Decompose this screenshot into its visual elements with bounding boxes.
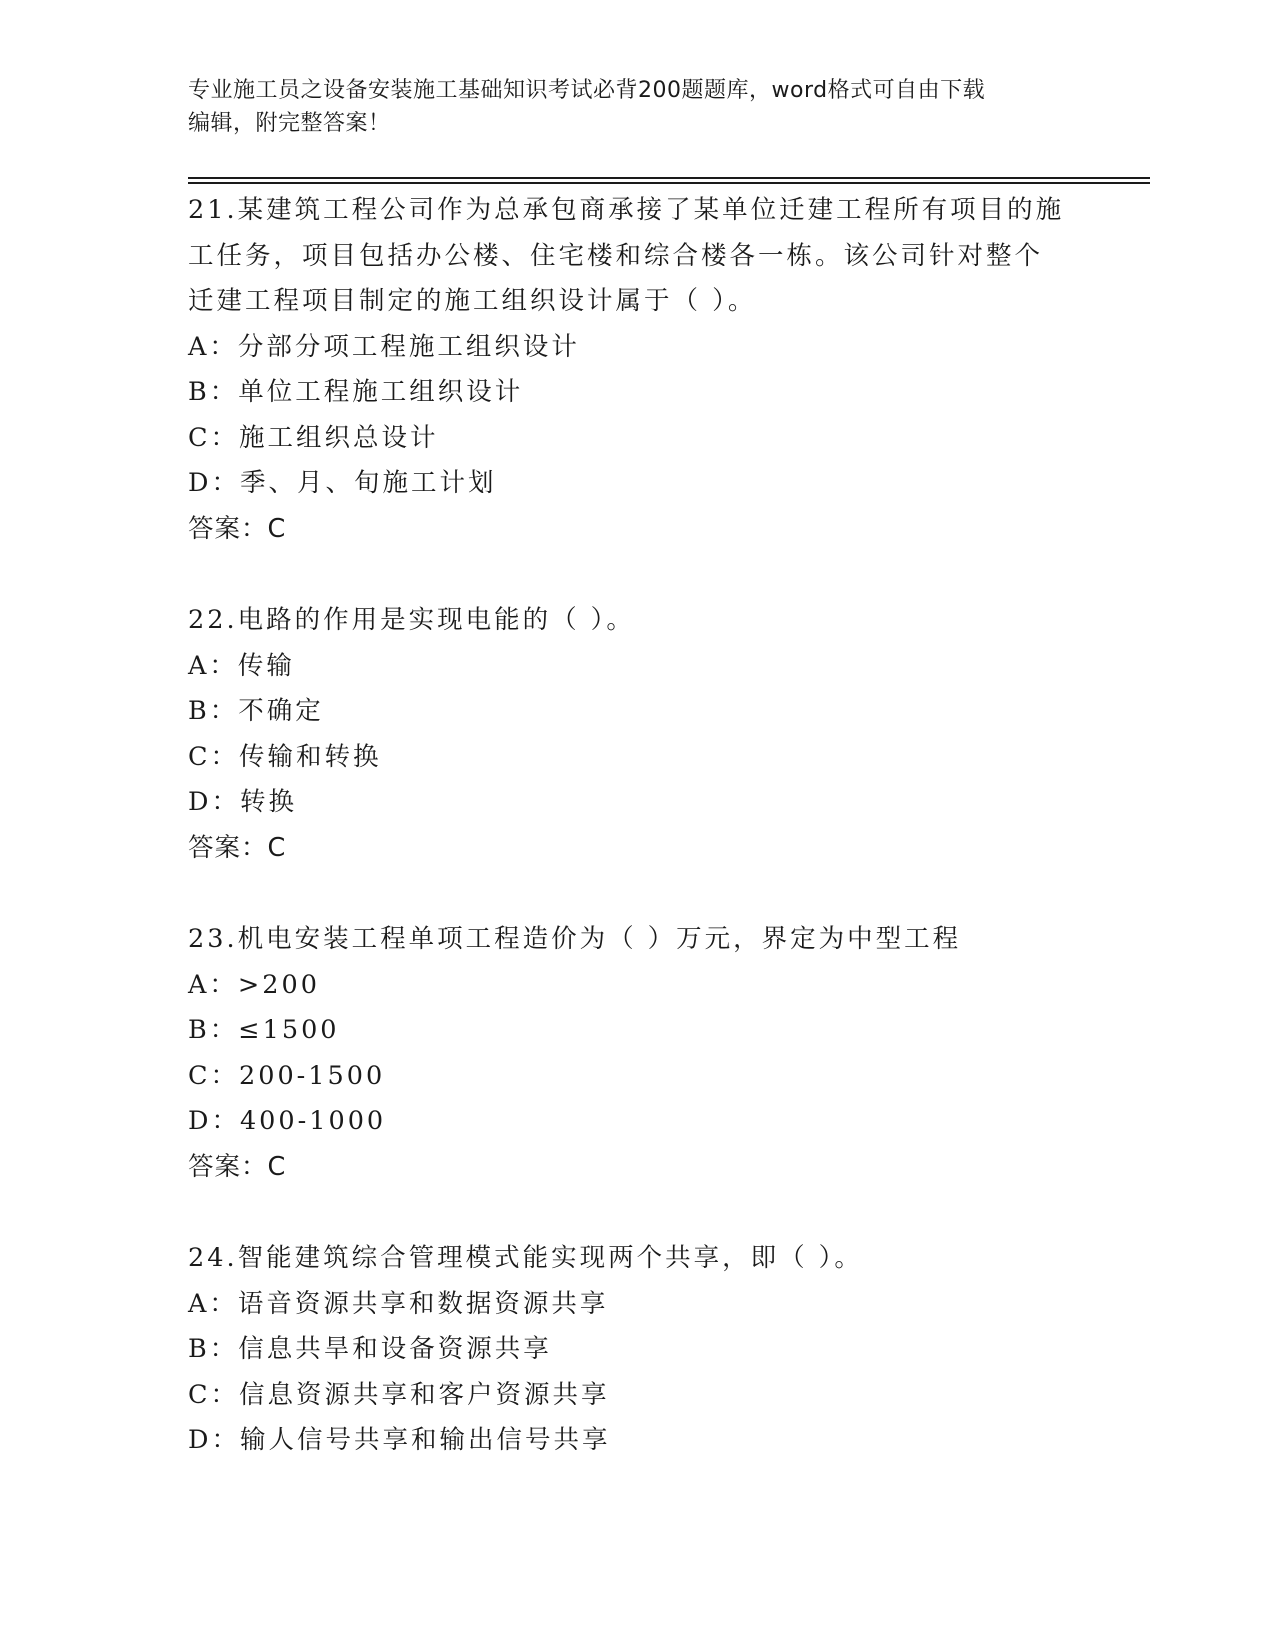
answer-option — [188, 1327, 1088, 1373]
option-text: 传输 — [237, 650, 295, 681]
option-text: 不确定 — [238, 696, 324, 726]
option-letter: B： — [188, 1334, 239, 1364]
option-text: >200 — [237, 969, 320, 1000]
header-divider-top — [188, 177, 1150, 179]
option-text: 输人信号共享和输出信号共享 — [239, 1425, 611, 1455]
question-stem-text: 某建筑工程公司作为总承包商承接了某单位迁建工程所有项目的施 — [237, 195, 1065, 225]
option-text: 信息资源共享和客户资源共享 — [239, 1379, 610, 1410]
option-text: 单位工程施工组织设计 — [238, 377, 524, 407]
question-number: 24. — [188, 1243, 238, 1273]
option-letter: A： — [188, 1288, 238, 1319]
option-text: 施工组织总设计 — [239, 422, 439, 453]
question-item — [188, 1236, 1088, 1464]
answer-option — [188, 370, 1088, 416]
option-letter: C： — [188, 741, 240, 772]
option-letter: B： — [188, 1015, 239, 1045]
question-number: 21. — [188, 195, 238, 225]
question-stem-line — [188, 188, 1088, 234]
option-text: 200-1500 — [239, 1060, 386, 1091]
question-stem-line — [188, 598, 1088, 644]
question-stem-text: 机电安装工程单项工程造价为（ ）万元，界定为中型工程 — [237, 924, 962, 954]
option-text: 语音资源共享和数据资源共享 — [237, 1288, 609, 1319]
question-stem-line — [188, 917, 1088, 963]
question-stem-line — [188, 234, 1088, 280]
question-stem-text: 迁建工程项目制定的施工组织设计属于（ ）。 — [188, 286, 757, 316]
answer-option — [188, 325, 1088, 371]
answer-option — [188, 1008, 1088, 1054]
option-text: 信息共旱和设备资源共享 — [238, 1334, 552, 1364]
question-stem-line — [188, 1236, 1088, 1282]
option-letter: D： — [188, 787, 240, 817]
question-item — [188, 188, 1088, 552]
option-letter: D： — [188, 468, 240, 498]
header-divider-bottom — [188, 182, 1150, 184]
answer-option — [188, 1418, 1088, 1464]
document-header — [188, 74, 1088, 140]
option-text: ≤1500 — [238, 1015, 340, 1045]
option-text: 分部分项工程施工组织设计 — [237, 331, 580, 362]
question-stem-line — [188, 279, 1088, 325]
question-stem-text: 智能建筑综合管理模式能实现两个共享，即（ ）。 — [237, 1243, 863, 1273]
question-stem-text: 电路的作用是实现电能的（ ）。 — [237, 605, 635, 635]
option-letter: C： — [188, 422, 240, 453]
option-letter: C： — [188, 1379, 240, 1410]
answer-option — [188, 644, 1088, 690]
header-line-2: 编辑，附完整答案！ — [188, 111, 391, 136]
answer-option — [188, 461, 1088, 507]
question-list — [188, 188, 1088, 1510]
question-item — [188, 917, 1088, 1190]
option-text: 季、月、旬施工计划 — [239, 468, 497, 498]
answer-option — [188, 689, 1088, 735]
answer-option — [188, 963, 1088, 1009]
answer-key: 答案：C — [188, 513, 287, 544]
option-letter: B： — [188, 696, 239, 726]
question-number: 22. — [188, 605, 238, 635]
answer-key: 答案：C — [188, 832, 287, 863]
option-text: 传输和转换 — [239, 741, 382, 772]
answer-option — [188, 416, 1088, 462]
option-letter: D： — [188, 1106, 240, 1136]
answer-key: 答案：C — [188, 1151, 287, 1182]
option-letter: C： — [188, 1060, 240, 1091]
option-letter: A： — [188, 969, 238, 1000]
option-letter: A： — [188, 331, 238, 362]
answer-option — [188, 735, 1088, 781]
answer-option — [188, 1282, 1088, 1328]
question-stem-text: 工任务，项目包括办公楼、住宅楼和综合楼各一栋。该公司针对整个 — [188, 240, 1044, 271]
option-text: 400-1000 — [239, 1106, 387, 1136]
option-text: 转换 — [239, 787, 297, 817]
answer-option — [188, 1099, 1088, 1145]
answer-option — [188, 1373, 1088, 1419]
option-letter: D： — [188, 1425, 240, 1455]
question-item — [188, 598, 1088, 871]
answer-option — [188, 1054, 1088, 1100]
answer-option — [188, 780, 1088, 826]
question-number: 23. — [188, 924, 238, 954]
option-letter: B： — [188, 377, 239, 407]
option-letter: A： — [188, 650, 238, 681]
header-line-1: 专业施工员之设备安装施工基础知识考试必背200题题库，word格式可自由下载 — [188, 78, 986, 103]
